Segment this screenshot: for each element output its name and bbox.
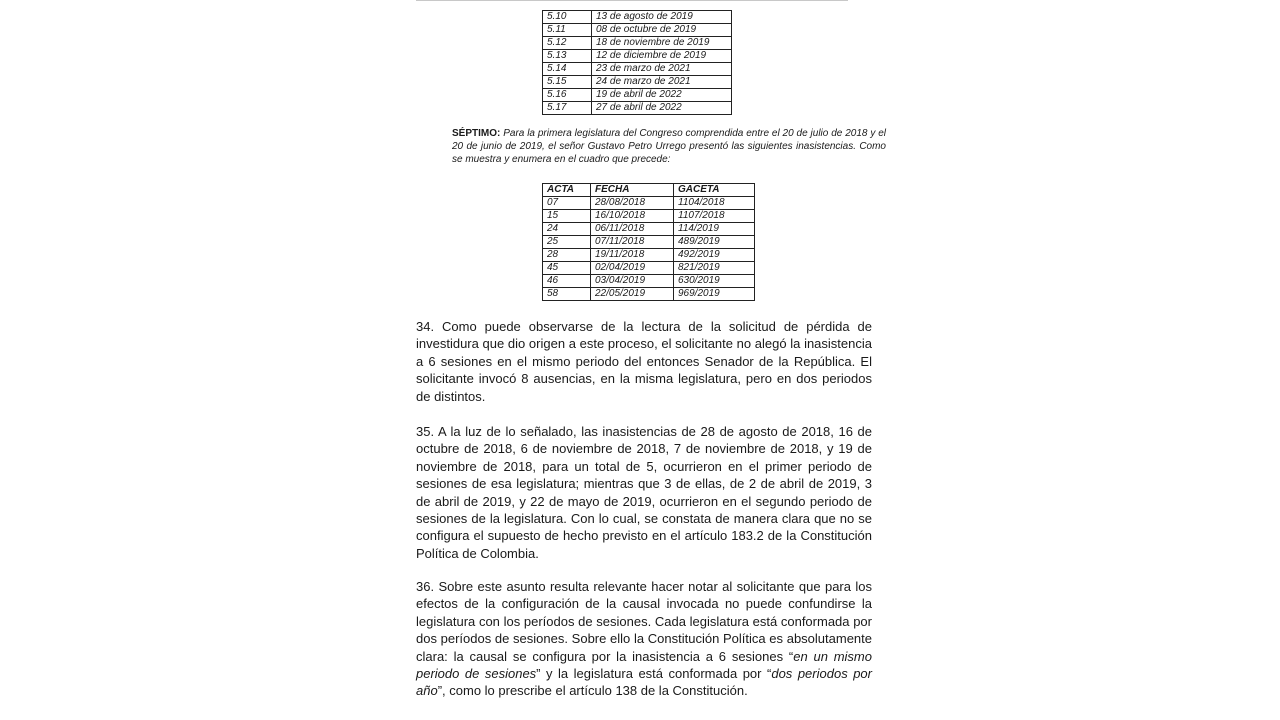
- absence-row: [543, 249, 755, 262]
- absence-row: [543, 223, 755, 236]
- paragraph-34: 34. Como puede observarse de la lectura de la solicitud de pérdida de investidura que dio origen a este proceso, el solicitante no alegó la inasistencia a 6 sesiones en el mismo periodo del entonces Senador de la República. El solicitante invocó 8 ausencias, en la misma legislatura, pero en dos periodos de distintos.: [416, 319, 872, 404]
- paragraph-36: [416, 578, 872, 700]
- absence-row-cell: 821/2019: [674, 262, 755, 275]
- session-row: [543, 37, 732, 50]
- session-row-cell: 12 de diciembre de 2019: [592, 50, 732, 63]
- paragraph-36-text-1: 36. Sobre este asunto resulta relevante hacer notar al solicitante que para los efectos de la configuración de la causal invocada no puede confundirse la legislatura con los períodos de sesiones. Cada legislatura está conformada por dos períodos de sesiones. Sobre ello la Constitución Política es absolutamente clara: la causal se configura por la inasistencia a 6 sesiones “: [416, 579, 872, 664]
- paragraph-36-text-3: ”, como lo prescribe el artículo 138 de la Constitución.: [437, 683, 748, 699]
- session-row-cell: 5.16: [543, 89, 592, 102]
- absence-row-cell: 1104/2018: [674, 197, 755, 210]
- session-row: [543, 63, 732, 76]
- session-row-cell: 08 de octubre de 2019: [592, 24, 732, 37]
- absence-row: [543, 210, 755, 223]
- header-acta: ACTA: [543, 184, 591, 197]
- absences-table: [542, 183, 755, 301]
- absence-row-cell: 489/2019: [674, 236, 755, 249]
- sessions-dates-table: [542, 10, 732, 115]
- absence-row-cell: 07: [543, 197, 591, 210]
- absence-row: [543, 288, 755, 301]
- paragraph-36-text-2: ” y la legislatura está conformada por “: [536, 666, 772, 682]
- septimo-text: Para la primera legislatura del Congreso comprendida entre el 20 de julio de 2018 y el 20 de junio de 2019, el señor Gustavo Petro Urrego presentó las siguientes inasistencias. Como se muestra y enumera en el cuadro que precede:: [452, 128, 886, 165]
- paragraph-36-quote-1: en un mismo periodo de sesiones: [416, 648, 872, 682]
- session-row: [543, 11, 732, 24]
- session-row: [543, 89, 732, 102]
- absence-row-cell: 15: [543, 210, 591, 223]
- absence-row-cell: 02/04/2019: [591, 262, 674, 275]
- absence-row-cell: 28: [543, 249, 591, 262]
- absence-row-cell: 1107/2018: [674, 210, 755, 223]
- session-row-cell: 5.11: [543, 24, 592, 37]
- absence-row-cell: 969/2019: [674, 288, 755, 301]
- septimo-paragraph: [452, 127, 886, 166]
- session-row-cell: 5.15: [543, 76, 592, 89]
- session-row: [543, 76, 732, 89]
- session-row-cell: 13 de agosto de 2019: [592, 11, 732, 24]
- session-row-cell: 5.17: [543, 102, 592, 115]
- session-row-cell: 19 de abril de 2022: [592, 89, 732, 102]
- absence-row-cell: 03/04/2019: [591, 275, 674, 288]
- absence-row-cell: 492/2019: [674, 249, 755, 262]
- session-row-cell: 5.12: [543, 37, 592, 50]
- absence-row-cell: 25: [543, 236, 591, 249]
- session-row-cell: 23 de marzo de 2021: [592, 63, 732, 76]
- absence-row: [543, 275, 755, 288]
- session-row-cell: 18 de noviembre de 2019: [592, 37, 732, 50]
- session-row-cell: 24 de marzo de 2021: [592, 76, 732, 89]
- absence-row-cell: 06/11/2018: [591, 223, 674, 236]
- absence-row-cell: 46: [543, 275, 591, 288]
- absence-row-cell: 22/05/2019: [591, 288, 674, 301]
- absence-row-cell: 16/10/2018: [591, 210, 674, 223]
- absence-row-cell: 19/11/2018: [591, 249, 674, 262]
- paragraph-35: 35. A la luz de lo señalado, las inasistencias de 28 de agosto de 2018, 16 de octubre de 2018, 6 de noviembre de 2018, 7 de noviembre de 2018, y 19 de noviembre de 2018, para un total de 5, ocurrieron en el primer periodo de sesiones de esa legislatura; mientras que 3 de ellas, de 2 de abril de 2019, 3 de abril de 2019, y 22 de mayo de 2019, ocurrieron en el segundo periodo de sesiones de la legislatura. Con lo cual, se constata de manera clara que no se configura el supuesto de hecho previsto en el artículo 183.2 de la Constitución Política de Colombia.: [416, 424, 872, 561]
- absence-row: [543, 262, 755, 275]
- absence-row-cell: 630/2019: [674, 275, 755, 288]
- absence-row-cell: 07/11/2018: [591, 236, 674, 249]
- septimo-label: SÉPTIMO:: [452, 128, 501, 139]
- absence-row-cell: 58: [543, 288, 591, 301]
- session-row: [543, 102, 732, 115]
- top-divider: [416, 0, 848, 1]
- absence-row: [543, 236, 755, 249]
- absence-row: [543, 197, 755, 210]
- session-row-cell: 5.13: [543, 50, 592, 63]
- absence-row-cell: 45: [543, 262, 591, 275]
- paragraph-36-quote-2: dos periodos por año: [416, 666, 872, 699]
- header-fecha: FECHA: [591, 184, 674, 197]
- header-gaceta: GACETA: [674, 184, 755, 197]
- session-row: [543, 50, 732, 63]
- absence-row-cell: 28/08/2018: [591, 197, 674, 210]
- absence-row-cell: 24: [543, 223, 591, 236]
- session-row-cell: 5.14: [543, 63, 592, 76]
- absence-row-cell: 114/2019: [674, 223, 755, 236]
- session-row-cell: 5.10: [543, 11, 592, 24]
- session-row-cell: 27 de abril de 2022: [592, 102, 732, 115]
- absences-table-header-row: [543, 184, 755, 197]
- session-row: [543, 24, 732, 37]
